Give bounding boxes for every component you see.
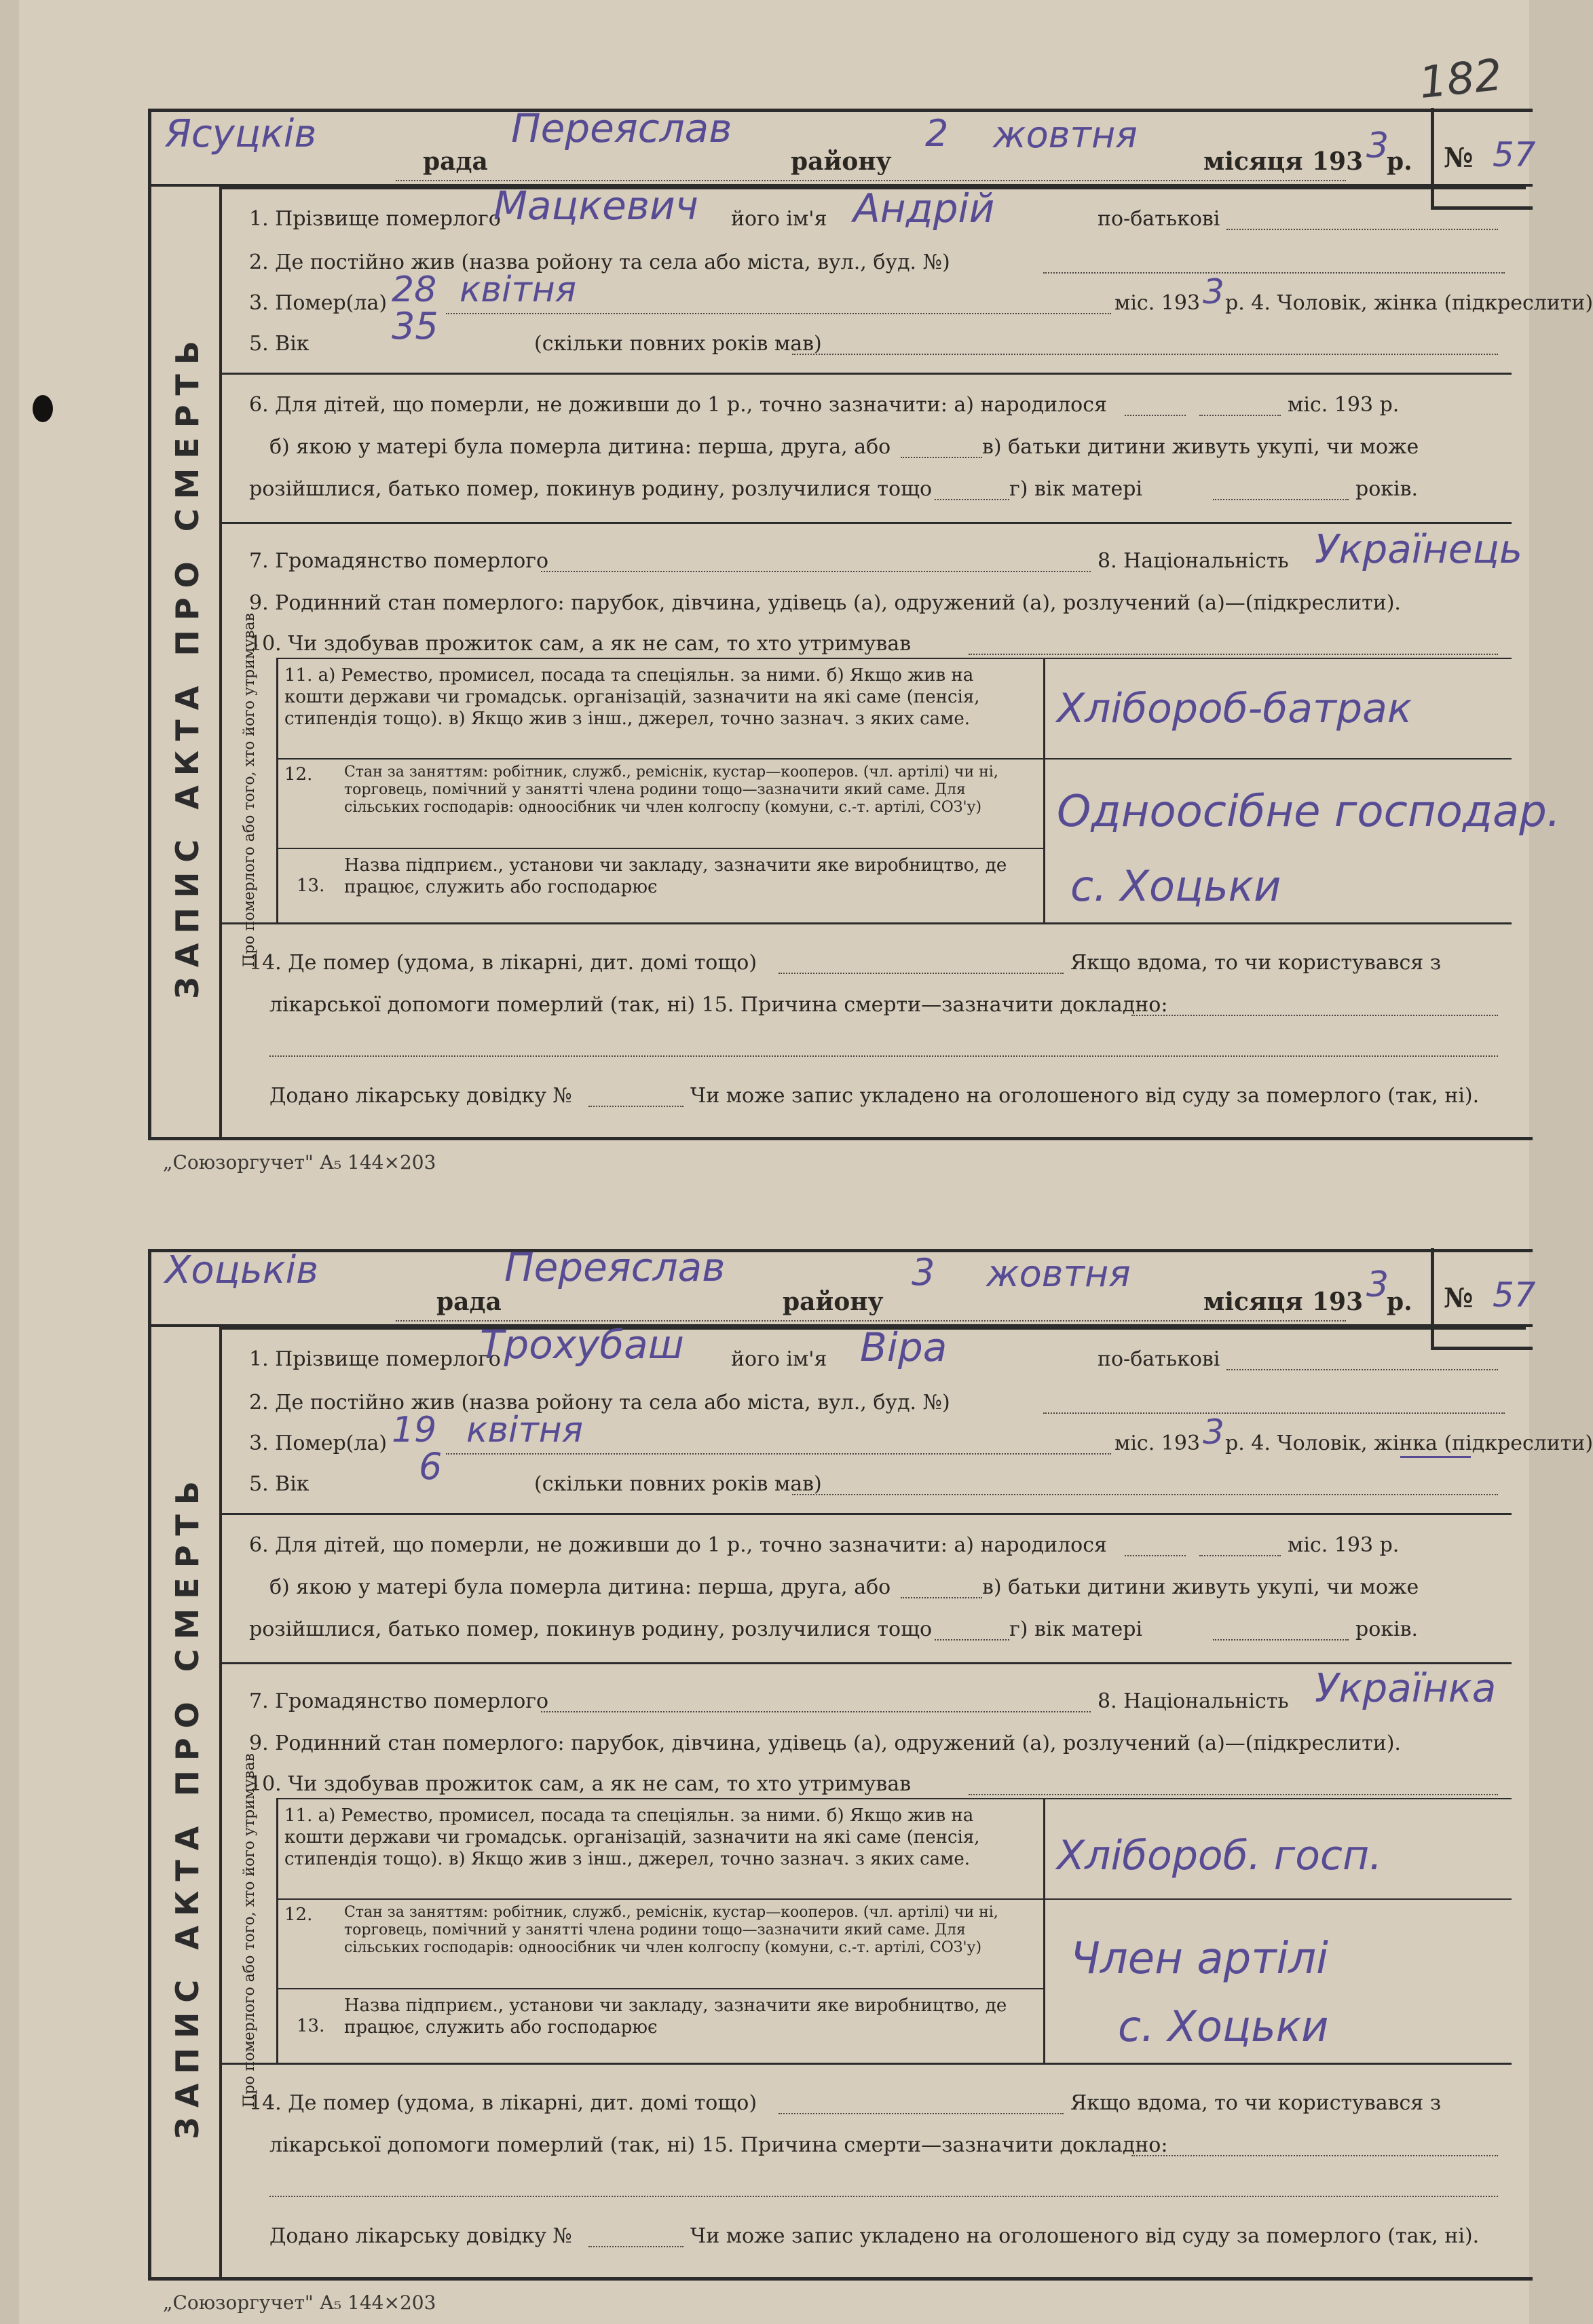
- med-cert-label: Додано лікарську довідку №: [269, 2224, 572, 2248]
- number-label: №: [1444, 142, 1474, 174]
- parents-status-label: розійшлися, батько помер, покинув родину, розлучилися тощо: [249, 1617, 933, 1641]
- nationality-value: Українець: [1315, 526, 1523, 572]
- rada-label: рада: [436, 1288, 502, 1316]
- citizenship-label: 7. Громадянство померлого: [249, 549, 549, 573]
- village-name: Хоцьків: [165, 1248, 319, 1292]
- child-born-label: 6. Для дітей, що померли, не доживши до 1 р., точно зазначити: а) народилося: [249, 393, 1107, 417]
- month-label: місяця: [1203, 147, 1303, 176]
- mother-age-label: г) вік матері: [1009, 1617, 1143, 1641]
- rada-label: рада: [423, 147, 488, 176]
- raion-label: району: [783, 1288, 884, 1316]
- surname-value: Трохубаш: [480, 1322, 684, 1368]
- death-date-label: 3. Помер(ла): [249, 1431, 388, 1455]
- rada-name: Переяслав: [504, 1244, 726, 1290]
- death-day-value: 28: [392, 269, 437, 310]
- side-small-note: Про померлого або того, хто його утримував: [241, 1753, 258, 2107]
- archive-page-number: 182: [1417, 50, 1505, 109]
- marital-label: 9. Родинний стан померлого: парубок, дівчина, удівець (а), одружений (а), розлучений (а)—(підкреслити).: [249, 591, 1401, 615]
- court-label: Чи може запис укладено на оголошеного від суду за померлого (так, ні).: [690, 1084, 1480, 1108]
- name-value: Андрій: [853, 185, 995, 231]
- death-place-label: 14. Де помер (удома, в лікарні, дит. домі тощо): [249, 951, 757, 975]
- cause-label: лікарської допомоги померлий (так, ні) 15. Причина смерти—зазначити докладно:: [269, 993, 1168, 1017]
- home-care-label: Якщо вдома, то чи користувався з: [1070, 951, 1442, 975]
- year-prefix: 193: [1312, 147, 1364, 176]
- record-day: 3: [912, 1251, 935, 1294]
- parents-status-label: розійшлися, батько помер, покинув родину, розлучилися тощо: [249, 477, 933, 501]
- patronymic-label: по-батькові: [1098, 1347, 1220, 1371]
- home-care-label: Якщо вдома, то чи користувався з: [1070, 2091, 1442, 2115]
- record-month: жовтня: [986, 1252, 1131, 1295]
- surname-value: Мацкевич: [493, 183, 698, 229]
- month-label: місяця: [1203, 1288, 1303, 1316]
- death-month-value: квітня: [460, 269, 577, 310]
- residence-label: 2. Де постійно жив (назва ройону та села або міста, вул., буд. №): [249, 1391, 950, 1414]
- support-label: 10. Чи здобував прожиток сам, а як не сам, то хто утримував: [249, 1772, 912, 1796]
- workplace-value: с. Хоцьки: [1070, 861, 1281, 911]
- form-body: [219, 1322, 1593, 2277]
- side-title: ЗАПИС АКТА ПРО СМЕРТЬ: [169, 331, 206, 999]
- status-value: Одноосібне господар.: [1057, 787, 1561, 837]
- age-note: (скільки повних років мав): [534, 1472, 822, 1496]
- record-day: 2: [925, 112, 949, 155]
- age-value: 6: [419, 1445, 443, 1488]
- marital-label: 9. Родинний стан померлого: парубок, дівчина, удівець (а), одружений (а), розлучений (а)—(підкреслити).: [249, 1731, 1401, 1755]
- year-prefix: 193: [1312, 1288, 1364, 1316]
- status-number: 12.: [284, 1905, 313, 1925]
- record-year-digit: 3: [1366, 126, 1389, 166]
- age-value: 35: [392, 305, 438, 348]
- workplace-number: 13.: [297, 876, 325, 896]
- years-label: років.: [1355, 1617, 1419, 1641]
- child-born-month-label: міс. 193 р.: [1288, 1533, 1400, 1557]
- village-name: Ясуцків: [165, 112, 317, 156]
- child-order-label: б) якою у матері була померла дитина: перша, друга, або: [269, 1575, 891, 1599]
- raion-label: району: [791, 147, 892, 176]
- record-number: 57: [1493, 1275, 1536, 1315]
- med-cert-label: Додано лікарську довідку №: [269, 1084, 572, 1108]
- workplace-label: Назва підприєм., установи чи закладу, зазначити яке виробництво, де працює, служить або господарює: [344, 1995, 1007, 2038]
- death-year-digit: 3: [1203, 1412, 1224, 1452]
- record-number: 57: [1493, 135, 1536, 174]
- name-label: його ім'я: [731, 1347, 827, 1371]
- side-small-note: Про померлого або того, хто його утримував: [241, 613, 258, 967]
- surname-label: 1. Прізвище померлого: [249, 1347, 501, 1371]
- publisher-note: „Союзоргучет" А₅ 144×203: [163, 2291, 436, 2314]
- death-month-label: міс. 193: [1114, 1431, 1201, 1455]
- record-month: жовтня: [993, 113, 1138, 156]
- mother-age-label: г) вік матері: [1009, 477, 1143, 501]
- gender-label: р. 4. Чоловік, жінка (підкреслити): [1225, 291, 1593, 315]
- nationality-label: 8. Національність: [1098, 1689, 1289, 1713]
- support-label: 10. Чи здобував прожиток сам, а як не сам, то хто утримував: [249, 632, 912, 656]
- parents-together-label: в) батьки дитини живуть укупі, чи може: [982, 435, 1419, 459]
- form-header-line: [151, 1244, 1533, 1327]
- occupation-value: Хлібороб. госп.: [1057, 1832, 1383, 1879]
- gender-label: р. 4. Чоловік, жінка (підкреслити): [1225, 1431, 1593, 1455]
- child-born-month-label: міс. 193 р.: [1288, 393, 1400, 417]
- child-born-label: 6. Для дітей, що померли, не доживши до 1 р., точно зазначити: а) народилося: [249, 1533, 1107, 1557]
- nationality-label: 8. Національність: [1098, 549, 1289, 573]
- number-label: №: [1444, 1282, 1474, 1314]
- occupation-label: 11. а) Ремество, промисел, посада та спеціяльн. за ними. б) Якщо жив на кошти держави чи громадськ. організацій, зазначити на які саме (пенсія, стипендія тощо). в) Якщо жив з інш., джерел, точно зазнач. з яких саме.: [284, 1805, 980, 1869]
- workplace-label: Назва підприєм., установи чи закладу, зазначити яке виробництво, де працює, служить або господарює: [344, 855, 1007, 897]
- death-month-label: міс. 193: [1114, 291, 1201, 315]
- death-month-value: квітня: [466, 1410, 584, 1450]
- patronymic-label: по-батькові: [1098, 207, 1220, 231]
- form-body: [219, 183, 1593, 1137]
- side-title: ЗАПИС АКТА ПРО СМЕРТЬ: [169, 1472, 206, 2139]
- years-label: років.: [1355, 477, 1419, 501]
- year-suffix: р.: [1387, 147, 1412, 176]
- punch-hole: [33, 395, 53, 422]
- death-record-form-2: [148, 1244, 1593, 2281]
- name-value: Віра: [860, 1324, 948, 1370]
- death-day-value: 19: [392, 1410, 437, 1450]
- occupation-label: 11. а) Ремество, промисел, посада та спеціяльн. за ними. б) Якщо жив на кошти держави чи громадськ. організацій, зазначити на які саме (пенсія, стипендія тощо). в) Якщо жив з інш., джерел, точно зазнач. з яких саме.: [284, 665, 980, 729]
- death-year-digit: 3: [1203, 272, 1224, 312]
- death-place-label: 14. Де помер (удома, в лікарні, дит. домі тощо): [249, 2091, 757, 2115]
- cause-label: лікарської допомоги померлий (так, ні) 15. Причина смерти—зазначити докладно:: [269, 2133, 1168, 2157]
- parents-together-label: в) батьки дитини живуть укупі, чи може: [982, 1575, 1419, 1599]
- status-label: Стан за заняттям: робітник, служб., реміснік, кустар—кооперов. (чл. артілі) чи ні, торговець, помічний у занятті члена родини тощо—зазначити який саме. Для сільських господарів: одноосібник чи член колгоспу (комуни, с.-т. артілі, СОЗ'у): [344, 764, 998, 816]
- death-date-label: 3. Помер(ла): [249, 291, 388, 315]
- residence-label: 2. Де постійно жив (назва ройону та села або міста, вул., буд. №): [249, 250, 950, 274]
- workplace-number: 13.: [297, 2016, 325, 2036]
- gender-underline: [1400, 1456, 1471, 1458]
- status-number: 12.: [284, 764, 313, 785]
- court-label: Чи може запис укладено на оголошеного від суду за померлого (так, ні).: [690, 2224, 1480, 2248]
- status-label: Стан за заняттям: робітник, служб., реміснік, кустар—кооперов. (чл. артілі) чи ні, торговець, помічний у занятті члена родини тощо—зазначити який саме. Для сільських господарів: одноосібник чи член колгоспу (комуни, с.-т. артілі, СОЗ'у): [344, 1904, 998, 1956]
- status-value: Член артілі: [1070, 1934, 1328, 1984]
- citizenship-label: 7. Громадянство померлого: [249, 1689, 549, 1713]
- age-note: (скільки повних років мав): [534, 332, 822, 356]
- rada-name: Переяслав: [511, 105, 732, 151]
- nationality-value: Українка: [1315, 1665, 1497, 1711]
- publisher-note: „Союзоргучет" А₅ 144×203: [163, 1151, 436, 1174]
- age-label: 5. Вік: [249, 332, 310, 356]
- surname-label: 1. Прізвище померлого: [249, 207, 501, 231]
- age-label: 5. Вік: [249, 1472, 310, 1496]
- occupation-value: Хлібороб-батрак: [1057, 685, 1412, 732]
- form-header-line: [151, 105, 1533, 187]
- workplace-value: с. Хоцьки: [1118, 2002, 1329, 2051]
- year-suffix: р.: [1387, 1288, 1412, 1316]
- death-record-form-1: [148, 105, 1593, 1140]
- child-order-label: б) якою у матері була померла дитина: перша, друга, або: [269, 435, 891, 459]
- name-label: його ім'я: [731, 207, 827, 231]
- record-year-digit: 3: [1366, 1264, 1389, 1305]
